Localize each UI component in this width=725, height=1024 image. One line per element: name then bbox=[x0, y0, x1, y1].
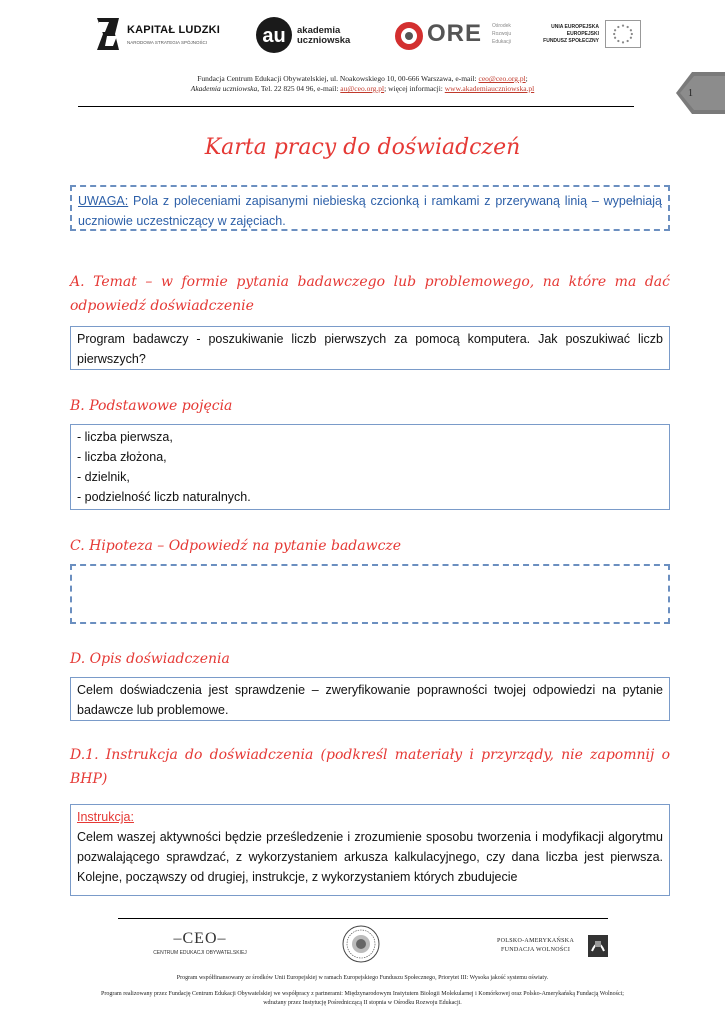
section-d1-heading: D.1. Instrukcja do doświadczenia (podkreśl materiały i przyrządy, nie zapomnij o BHP) bbox=[70, 747, 670, 787]
website-link[interactable]: www.akademiauczniowska.pl bbox=[444, 84, 535, 93]
au-text bbox=[297, 26, 350, 46]
header-line2-mid: ; więcej informacji: bbox=[384, 84, 445, 93]
ore-title: ORE bbox=[427, 20, 483, 47]
ore-sub-3: Edukacji bbox=[492, 39, 511, 45]
section-b-heading: B. Podstawowe pojęcia bbox=[70, 398, 233, 414]
footer-partners bbox=[40, 990, 685, 1008]
instruction-label: Instrukcja: bbox=[77, 810, 134, 824]
ceo-logo-text: CENTRUM EDUKACJI OBYWATELSKIEJ bbox=[153, 950, 247, 956]
section-d1-content: Celem waszej aktywności będzie prześledzenie i zrozumienie sposobu tworzenia i modyfikacji algorytmu pozwalającego sprawdzać, z wykorzystaniem arkusza kalkulacyjnego, czy dana liczba jest pierwsza. Kolejne, począwszy od drugiej, instrukcje, z wykorzystaniem których zbudujecie bbox=[77, 830, 663, 884]
ceo-logo bbox=[135, 930, 265, 962]
eu-line1: UNIA EUROPEJSKA bbox=[551, 24, 599, 30]
eu-flag-icon bbox=[605, 20, 641, 48]
footer-partners-line: Program realizowany przez Fundację Centrum Edukacji Obywatelskiej we współpracy z partnerami: Międzynarodowym Instytutem Biologii Molekularnej i Komórkowej oraz Polsko-Amerykańską Fundacją Wolności; bbox=[101, 991, 624, 997]
eu-text bbox=[535, 24, 599, 45]
ceo-logo-mark: –CEO– bbox=[173, 930, 227, 947]
concept-item: - liczba złożona, bbox=[77, 450, 167, 464]
header-contact bbox=[100, 74, 625, 94]
section-d1-box bbox=[70, 804, 670, 896]
pafw-mark-icon bbox=[587, 933, 609, 959]
au-line1: akademia bbox=[297, 25, 341, 36]
section-a-content: Program badawczy - poszukiwanie liczb pierwszych za pomocą komputera. Jak poszukiwać liczb pierwszych? bbox=[77, 332, 663, 366]
section-a-heading: A. Temat – w formie pytania badawczego lub problemowego, na które ma dać odpowiedź doświadczenie bbox=[70, 274, 670, 314]
header-line1-end: ; bbox=[525, 74, 528, 83]
instructions-note bbox=[70, 185, 670, 231]
page-tab-shape bbox=[676, 72, 725, 114]
ore-sub-1: Ośrodek bbox=[492, 23, 511, 29]
header-line-1 bbox=[100, 74, 625, 84]
pafw-line1: POLSKO-AMERYKAŃSKA bbox=[497, 938, 575, 944]
concept-item: - podzielność liczb naturalnych. bbox=[77, 490, 251, 504]
footer-divider bbox=[118, 918, 608, 919]
ceo-email-link[interactable]: ceo@ceo.org.pl bbox=[478, 74, 526, 83]
svg-text:au: au bbox=[262, 25, 286, 47]
kapital-ludzki-logo bbox=[95, 10, 225, 58]
concept-item: - dzielnik, bbox=[77, 470, 130, 484]
eu-line3: FUNDUSZ SPOŁECZNY bbox=[543, 38, 599, 44]
section-a-box bbox=[70, 326, 670, 370]
ore-sub-2: Rozwoju bbox=[492, 31, 512, 37]
concept-item: - liczba pierwsza, bbox=[77, 430, 173, 444]
header-line1-text: Fundacja Centrum Edukacji Obywatelskiej, ul. Noakowskiego 10, 00-666 Warszawa, e-mail: bbox=[197, 74, 479, 83]
akademia-uczniowska-logo bbox=[255, 10, 375, 58]
note-text: Pola z poleceniami zapisanymi niebieską czcionką i ramkami z przerywaną linią – wypełniają uczniowie uczestniczący w zajęciach. bbox=[78, 194, 662, 228]
header-line2-text: , Tel. 22 825 04 96, e-mail: bbox=[257, 84, 341, 93]
header-divider bbox=[78, 106, 634, 107]
footer-cofinancing: Program współfinansowany ze środków Unii Europejskiej w ramach Europejskiego Funduszu Społecznego, Priorytet III: Wysoka jakość systemu oświaty. bbox=[176, 975, 549, 981]
ore-circle-icon bbox=[395, 20, 427, 52]
au-email-link[interactable]: au@ceo.org.pl bbox=[340, 84, 385, 93]
au-mark-icon bbox=[255, 16, 293, 54]
institute-seal-icon bbox=[342, 925, 380, 963]
pafw-text bbox=[497, 937, 574, 955]
eu-logo bbox=[535, 10, 640, 58]
section-c-heading: C. Hipoteza – Odpowiedź na pytanie badawcze bbox=[70, 538, 402, 554]
au-line2: uczniowska bbox=[297, 35, 351, 46]
eu-line2: EUROPEJSKI bbox=[566, 31, 599, 37]
header-logos bbox=[95, 10, 640, 60]
header-line2-italic: Akademia uczniowska bbox=[190, 84, 258, 93]
footer-implementation-line: wdrażany przez Instytucję Pośredniczącą II stopnia w Ośrodku Rozwoju Edukacji. bbox=[263, 1000, 462, 1006]
ore-logo bbox=[395, 10, 515, 58]
note-label: UWAGA: bbox=[78, 194, 129, 208]
kapital-ludzki-flag-icon bbox=[95, 14, 121, 52]
section-b-box bbox=[70, 424, 670, 510]
hypothesis-answer-field[interactable] bbox=[70, 564, 670, 624]
pafw-logo bbox=[497, 933, 609, 961]
ore-subtitle bbox=[492, 22, 511, 46]
page-number: 1 bbox=[688, 88, 693, 99]
kapital-ludzki-subtitle: NARODOWA STRATEGIA SPÓJNOŚCI bbox=[127, 40, 208, 45]
section-d-box bbox=[70, 677, 670, 721]
section-d-heading: D. Opis doświadczenia bbox=[70, 651, 230, 667]
section-d-content: Celem doświadczenia jest sprawdzenie – zweryfikowanie poprawności twojej odpowiedzi na pytanie badawcze lub problemowe. bbox=[77, 683, 663, 717]
kapital-ludzki-title: KAPITAŁ LUDZKI bbox=[127, 24, 221, 36]
header-line-2 bbox=[100, 84, 625, 94]
pafw-line2: FUNDACJA WOLNOŚCI bbox=[500, 947, 571, 953]
document-title: Karta pracy do doświadczeń bbox=[204, 135, 521, 160]
